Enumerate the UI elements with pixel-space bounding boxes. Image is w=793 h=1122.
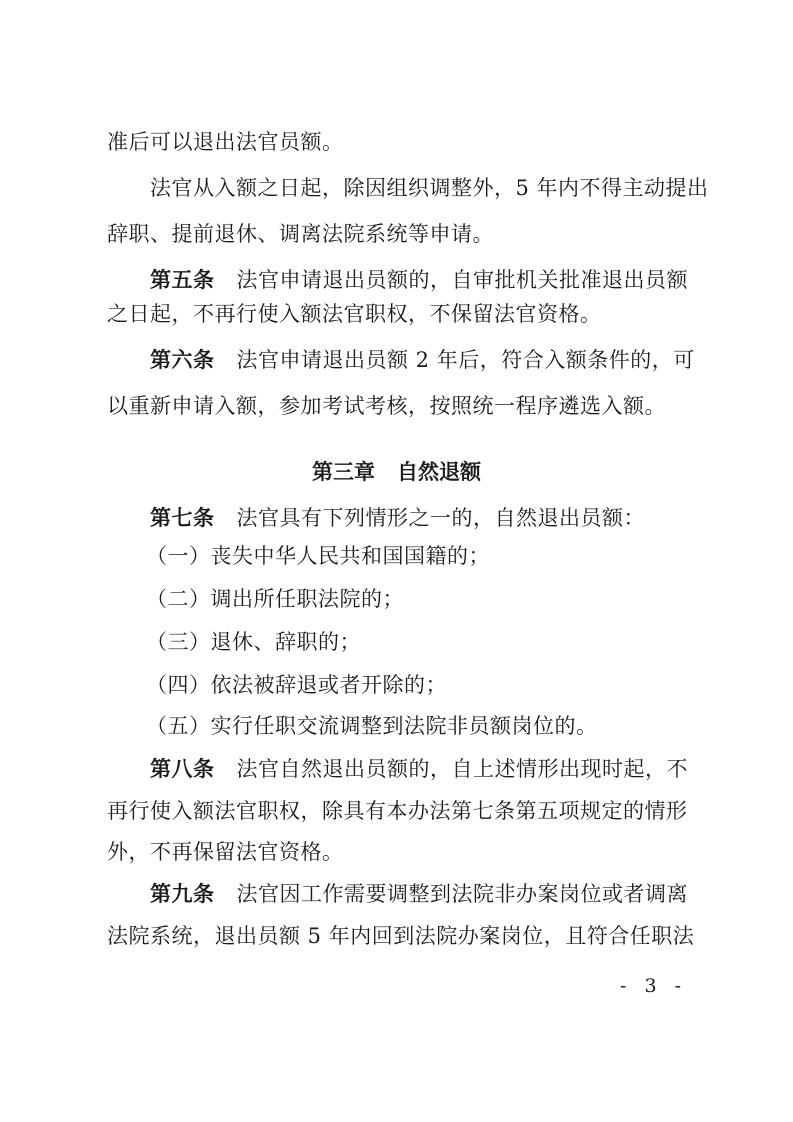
chapter-number: 第三章 — [312, 460, 375, 484]
article-8-line-1 — [150, 755, 687, 783]
article-7-item: （五）实行任职交流调整到法院非员额岗位的。 — [146, 714, 598, 738]
article-8-line-3: 外，不再保留法官资格。 — [107, 840, 344, 864]
article-7-title: 第七条 — [150, 506, 215, 530]
article-5-text: 法官申请退出员额的，自审批机关批准退出员额 — [236, 268, 688, 292]
article-5-title: 第五条 — [150, 268, 215, 292]
article-7-item: （一）丧失中华人民共和国国籍的； — [146, 544, 490, 568]
article-9-line-2: 法院系统，退出员额 5 年内回到法院办案岗位，且符合任职法 — [107, 924, 695, 948]
article-7-item: （二）调出所任职法院的； — [146, 587, 404, 611]
article-8-title: 第八条 — [150, 757, 215, 781]
article-8-text: 法官自然退出员额的，自上述情形出现时起，不 — [236, 757, 688, 781]
chapter-name: 自然退额 — [397, 460, 481, 484]
entry-restriction-line-1: 法官从入额之日起，除因组织调整外，5 年内不得主动提出 — [150, 176, 709, 200]
article-6-title: 第六条 — [150, 348, 215, 372]
continued-paragraph-line: 准后可以退出法官员额。 — [107, 130, 344, 154]
article-6-line-1 — [150, 346, 695, 374]
page-number: - 3 - — [619, 975, 687, 997]
article-8-line-2: 再行使入额法官职权，除具有本办法第七条第五项规定的情形 — [107, 799, 688, 823]
entry-restriction-line-2: 辞职、提前退休、调离法院系统等申请。 — [107, 222, 494, 246]
article-7-text: 法官具有下列情形之一的，自然退出员额： — [236, 506, 645, 530]
article-5-line-2: 之日起，不再行使入额法官职权，不保留法官资格。 — [107, 302, 602, 326]
article-9-line-1 — [150, 880, 687, 908]
article-9-text: 法官因工作需要调整到法院非办案岗位或者调离 — [236, 882, 688, 906]
article-6-line-2: 以重新申请入额，参加考试考核，按照统一程序遴选入额。 — [107, 394, 666, 418]
article-6-text: 法官申请退出员额 2 年后，符合入额条件的，可 — [236, 348, 695, 372]
chapter-heading — [0, 458, 793, 486]
article-7-item: （三）退休、辞职的； — [146, 630, 361, 654]
article-7-line-1 — [150, 504, 687, 532]
article-7-item: （四）依法被辞退或者开除的； — [146, 673, 447, 697]
article-9-title: 第九条 — [150, 882, 215, 906]
article-5-line-1 — [150, 266, 687, 294]
